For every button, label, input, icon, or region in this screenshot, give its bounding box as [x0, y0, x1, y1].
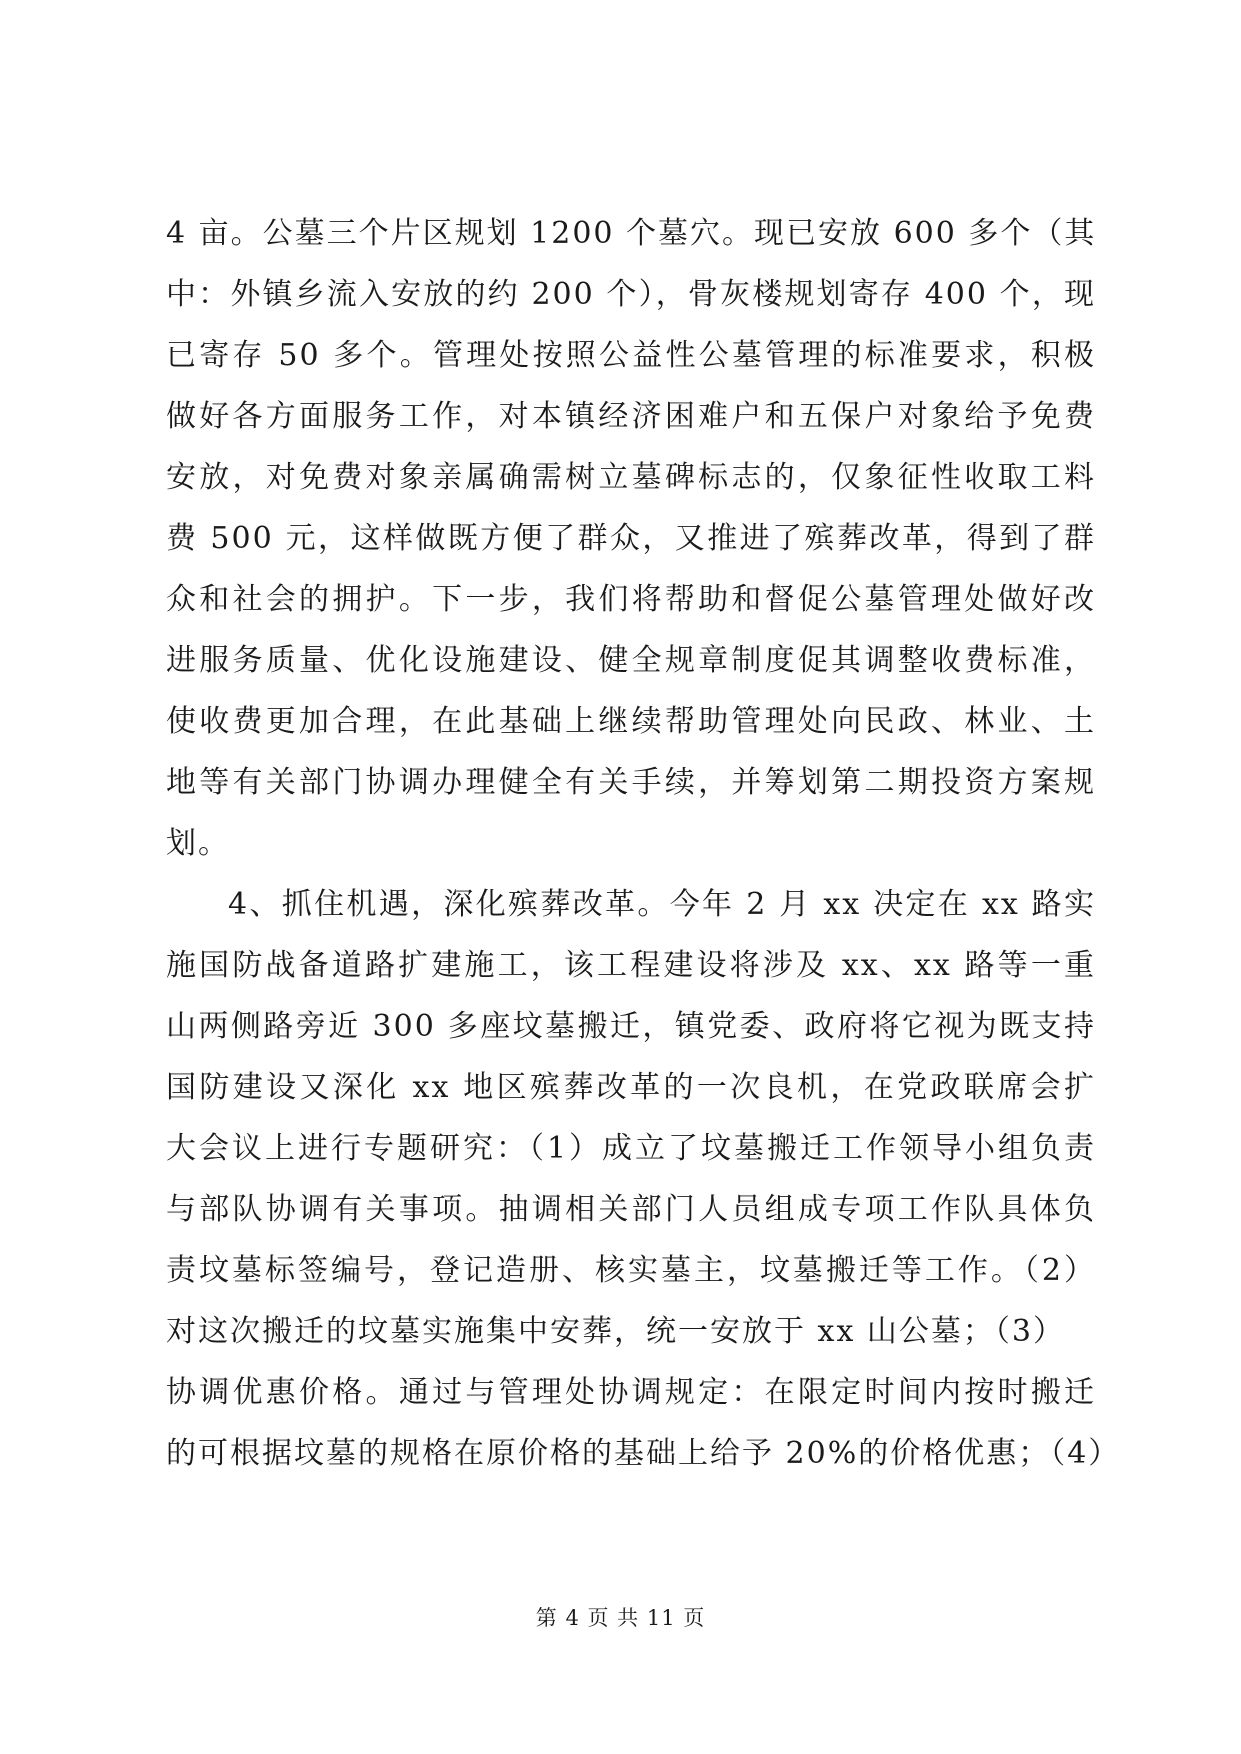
text-line: 责坟墓标签编号，登记造册、核实墓主，坟墓搬迁等工作。（2） [166, 1253, 1096, 1288]
text-line: 施国防战备道路扩建施工，该工程建设将涉及 xx、xx 路等一重 [166, 948, 1096, 983]
text-line: 地等有关部门协调办理健全有关手续，并筹划第二期投资方案规 [166, 765, 1096, 800]
paragraph-first-line: 4、抓住机遇，深化殡葬改革。今年 2 月 xx 决定在 xx 路实 [228, 887, 1096, 922]
text-line: 对这次搬迁的坟墓实施集中安葬，统一安放于 xx 山公墓；（3） [166, 1314, 1065, 1349]
text-line: 山两侧路旁近 300 多座坟墓搬迁，镇党委、政府将它视为既支持 [166, 1009, 1096, 1044]
text-line: 使收费更加合理，在此基础上继续帮助管理处向民政、林业、土 [166, 704, 1096, 739]
text-line: 进服务质量、优化设施建设、健全规章制度促其调整收费标准， [166, 643, 1096, 678]
text-line: 与部队协调有关事项。抽调相关部门人员组成专项工作队具体负 [166, 1192, 1096, 1227]
text-line: 大会议上进行专题研究：（1）成立了坟墓搬迁工作领导小组负责 [166, 1131, 1096, 1166]
text-line: 中：外镇乡流入安放的约 200 个），骨灰楼规划寄存 400 个，现 [166, 277, 1096, 312]
text-line: 4 亩。公墓三个片区规划 1200 个墓穴。现已安放 600 多个（其 [166, 216, 1097, 251]
text-line: 协调优惠价格。通过与管理处协调规定：在限定时间内按时搬迁 [166, 1375, 1096, 1410]
text-line: 费 500 元，这样做既方便了群众，又推进了殡葬改革，得到了群 [166, 521, 1096, 556]
text-line: 划。 [166, 826, 230, 861]
text-line: 做好各方面服务工作，对本镇经济困难户和五保户对象给予免费 [166, 399, 1096, 434]
text-line: 国防建设又深化 xx 地区殡葬改革的一次良机，在党政联席会扩 [166, 1070, 1096, 1105]
text-line: 众和社会的拥护。下一步，我们将帮助和督促公墓管理处做好改 [166, 582, 1096, 617]
text-line: 安放，对免费对象亲属确需树立墓碑标志的，仅象征性收取工料 [166, 460, 1096, 495]
text-line: 的可根据坟墓的规格在原价格的基础上给予 20%的价格优惠；（4） [166, 1436, 1121, 1471]
text-line: 已寄存 50 多个。管理处按照公益性公墓管理的标准要求，积极 [166, 338, 1096, 373]
page-number-footer: 第 4 页 共 11 页 [535, 1606, 706, 1630]
